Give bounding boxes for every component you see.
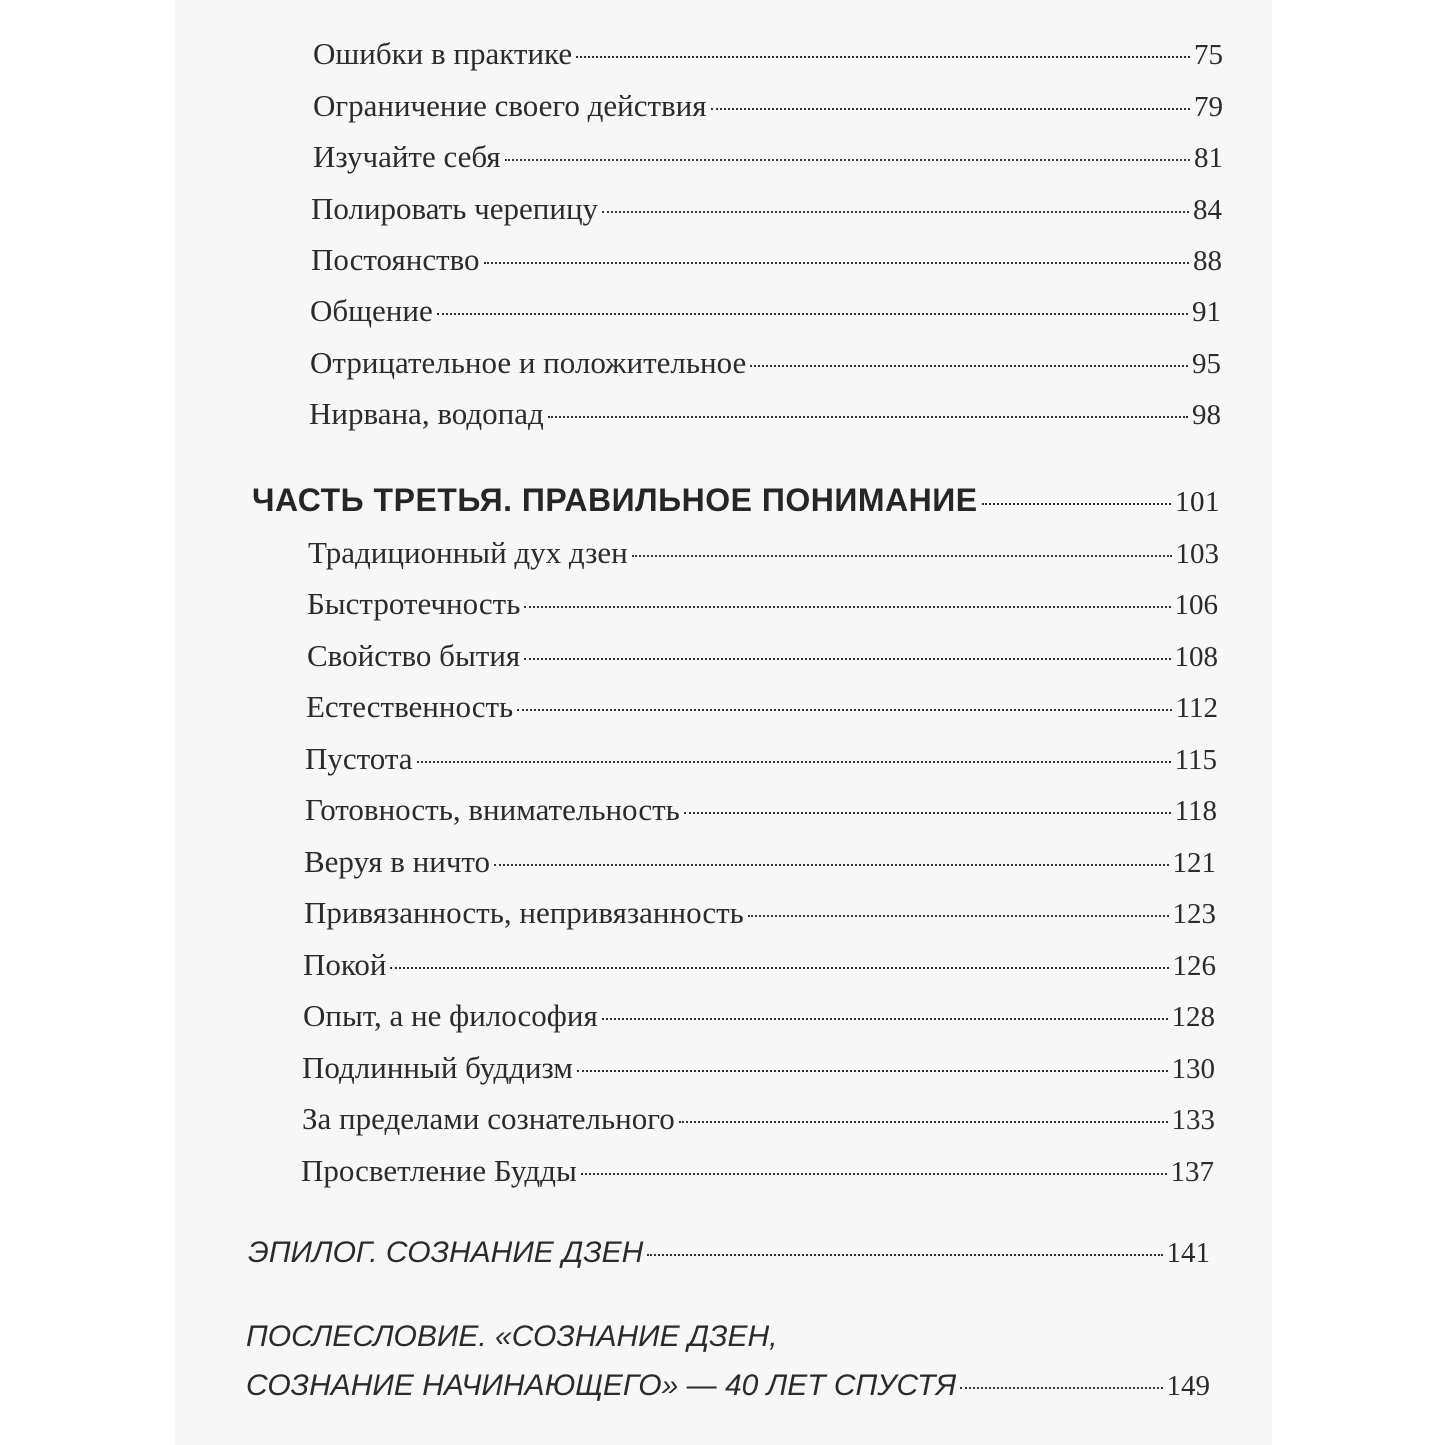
dot-leader (577, 1070, 1168, 1072)
toc-entry (303, 996, 1215, 1037)
toc-entry (313, 137, 1223, 178)
dot-leader (581, 1173, 1167, 1175)
toc-entry-page: 115 (1174, 744, 1217, 776)
toc-entry-title: Свойство бытия (307, 638, 521, 673)
dot-leader (505, 159, 1190, 161)
dot-leader (632, 555, 1172, 557)
dot-leader (602, 211, 1189, 213)
dot-leader (517, 709, 1171, 711)
toc-entry (306, 687, 1218, 728)
toc-entry (311, 189, 1222, 230)
toc-entry (301, 1151, 1214, 1192)
toc-entry-page: 79 (1194, 91, 1223, 123)
toc-entry-title: Естественность (306, 689, 514, 724)
toc-entry-page: 121 (1172, 847, 1216, 879)
toc-entry (313, 34, 1223, 75)
dot-leader (494, 864, 1168, 866)
toc-entry-page: 98 (1192, 399, 1221, 431)
toc-afterword (246, 1324, 1210, 1364)
toc-entry-title: Просветление Будды (301, 1153, 577, 1188)
dot-leader (390, 967, 1168, 969)
toc-entry-title: Полировать черепицу (311, 191, 599, 226)
dot-leader (684, 812, 1171, 814)
dot-leader (484, 262, 1189, 264)
toc-entry-page: 108 (1174, 641, 1218, 673)
toc-entry (303, 945, 1216, 986)
toc-entry-page: 81 (1194, 142, 1223, 174)
toc-entry-page: 133 (1171, 1104, 1215, 1136)
dot-leader (437, 313, 1188, 315)
toc-entry-title: Веруя в ничто (304, 844, 491, 879)
toc-entry-title: Традиционный дух дзен (308, 535, 628, 570)
toc-entry (302, 1048, 1215, 1089)
toc-entry-page: 118 (1174, 795, 1217, 827)
dot-leader (524, 606, 1170, 608)
dot-leader (524, 658, 1170, 660)
toc-entry-title: Ошибки в практике (313, 36, 573, 71)
toc-entry (310, 291, 1221, 332)
toc-afterword-line1: ПОСЛЕСЛОВИЕ. «СОЗНАНИЕ ДЗЕН, (246, 1320, 778, 1353)
toc-entry-title: Привязанность, непривязанность (304, 895, 744, 930)
dot-leader (647, 1254, 1162, 1256)
toc-afterword-title: СОЗНАНИЕ НАЧИНАЮЩЕГО» — 40 ЛЕТ СПУСТЯ (246, 1369, 957, 1402)
toc-part-heading (252, 480, 1220, 522)
dot-leader (748, 915, 1169, 917)
toc-part-page: 101 (1175, 486, 1220, 518)
toc-entry (308, 533, 1219, 574)
toc-entry-title: Постоянство (311, 242, 480, 277)
toc-entry-page: 103 (1175, 538, 1219, 570)
toc-afterword-entry-row (246, 1366, 1210, 1406)
toc-entry-title: Пустота (305, 741, 413, 776)
toc-entry-title: Опыт, а не философия (303, 998, 598, 1033)
toc-entry (304, 893, 1216, 934)
dot-leader (982, 503, 1171, 505)
toc-entry-page: 95 (1192, 348, 1221, 380)
toc-entry-page: 126 (1172, 950, 1216, 982)
toc-entry-page: 91 (1192, 296, 1221, 328)
toc-entry (305, 739, 1217, 780)
dot-leader (679, 1121, 1168, 1123)
toc-entry-title: Общение (310, 293, 433, 328)
dot-leader (417, 761, 1171, 763)
toc-entry (307, 584, 1218, 625)
toc-entry (305, 790, 1217, 831)
dot-leader (602, 1018, 1168, 1020)
dot-leader (576, 56, 1190, 58)
toc-entry-page: 88 (1193, 245, 1222, 277)
toc-entry-page: 123 (1172, 898, 1216, 930)
toc-entry (309, 394, 1221, 435)
toc-entry-title: Готовность, внимательность (305, 792, 680, 827)
toc-afterword-page: 149 (1166, 1370, 1210, 1402)
dot-leader (960, 1387, 1162, 1389)
toc-entry (302, 1099, 1215, 1140)
toc-entry-title: Ограничение своего действия (313, 88, 707, 123)
dot-leader (750, 365, 1188, 367)
toc-entry-title: Покой (303, 947, 387, 982)
toc-entry-page: 112 (1175, 692, 1218, 724)
toc-epilogue-page: 141 (1166, 1237, 1210, 1269)
dot-leader (711, 108, 1190, 110)
toc-epilogue (248, 1233, 1210, 1273)
toc-part-title: ЧАСТЬ ТРЕТЬЯ. ПРАВИЛЬНОЕ ПОНИМАНИЕ (252, 482, 978, 518)
toc-entry-page: 130 (1171, 1053, 1215, 1085)
toc-entry (310, 343, 1221, 384)
toc-entry-page: 75 (1194, 39, 1223, 71)
toc-entry-title: Быстротечность (307, 586, 521, 621)
toc-entry-title: Изучайте себя (313, 139, 501, 174)
toc-entry-page: 106 (1174, 589, 1218, 621)
toc-entry (311, 240, 1222, 281)
toc-entry-page: 137 (1170, 1156, 1214, 1188)
toc-epilogue-title: ЭПИЛОГ. СОЗНАНИЕ ДЗЕН (248, 1236, 644, 1269)
toc-entry-page: 128 (1171, 1001, 1215, 1033)
toc-entry (304, 842, 1216, 883)
toc-entry (307, 636, 1218, 677)
toc-entry-title: За пределами сознательного (302, 1101, 675, 1136)
toc-entry-page: 84 (1193, 194, 1222, 226)
toc-entry-title: Нирвана, водопад (309, 396, 544, 431)
toc-entry-title: Подлинный буддизм (302, 1050, 573, 1085)
toc-entry-title: Отрицательное и положительное (310, 345, 747, 380)
toc-entry (313, 86, 1223, 127)
dot-leader (548, 416, 1188, 418)
